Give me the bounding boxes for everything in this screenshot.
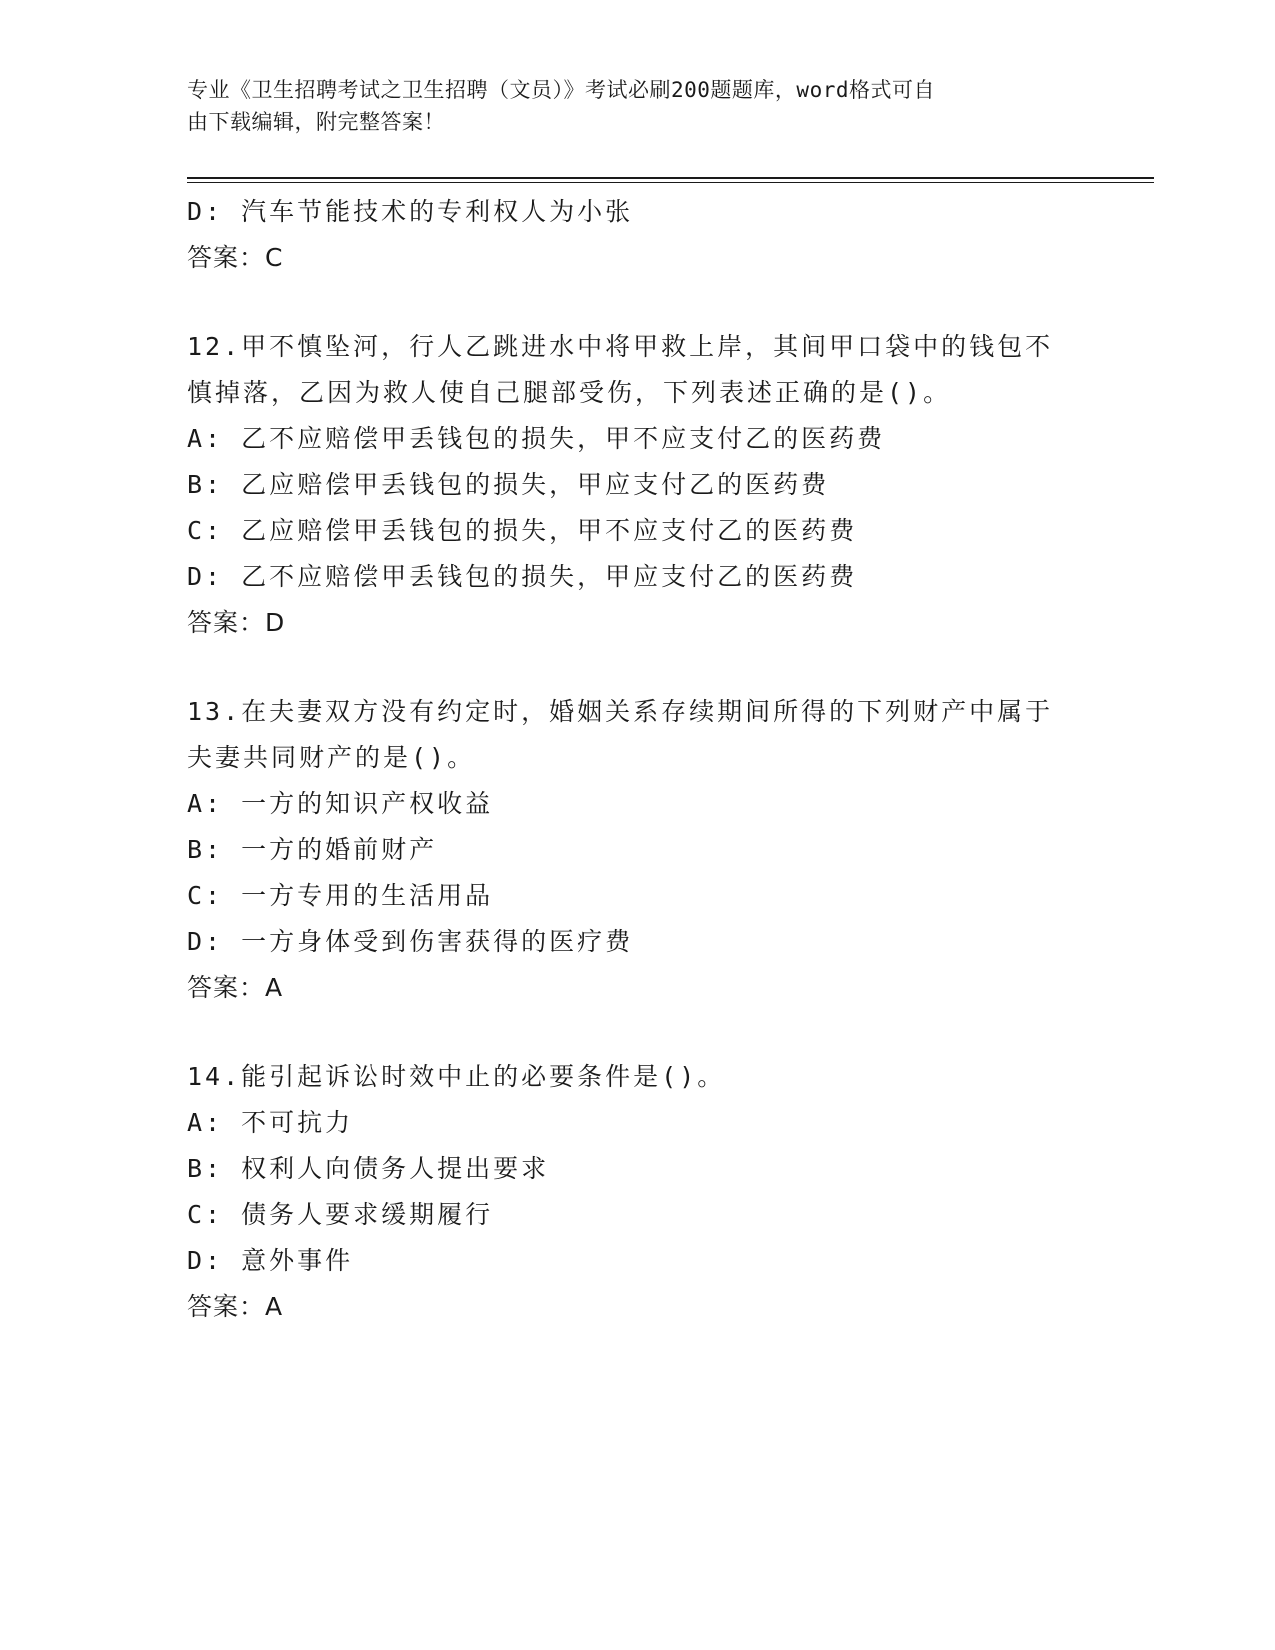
header-line-1: 专业《卫生招聘考试之卫生招聘（文员）》考试必刷200题题库，word格式可自 [187,78,935,102]
answer-line: 答案：A [187,973,284,1002]
previous-question-tail [187,189,1087,281]
question-stem-continued: 慎掉落，乙因为救人使自己腿部受伤，下列表述正确的是()。 [187,378,952,407]
option-c: C: 乙应赔偿甲丢钱包的损失，甲不应支付乙的医药费 [187,516,858,545]
option-a: A: 不可抗力 [187,1108,354,1137]
question-stem-continued: 夫妻共同财产的是()。 [187,743,476,772]
option-d: D: 乙不应赔偿甲丢钱包的损失，甲应支付乙的医药费 [187,562,858,591]
spacer [187,281,1087,324]
question-list [187,189,1087,1330]
option-d: D: 汽车节能技术的专利权人为小张 [187,197,634,226]
option-a: A: 乙不应赔偿甲丢钱包的损失，甲不应支付乙的医药费 [187,424,886,453]
question-stem: 12.甲不慎坠河，行人乙跳进水中将甲救上岸，其间甲口袋中的钱包不 [187,332,1054,361]
header-divider-thick [187,177,1154,179]
spacer [187,646,1087,689]
header-line-2: 由下载编辑，附完整答案！ [187,110,445,134]
document-header [187,74,1067,138]
header-divider-thin [187,182,1154,183]
option-d: D: 意外事件 [187,1246,354,1275]
question-14 [187,1054,1087,1330]
option-b: B: 权利人向债务人提出要求 [187,1154,550,1183]
question-stem: 13.在夫妻双方没有约定时，婚姻关系存续期间所得的下列财产中属于 [187,697,1054,726]
question-13 [187,689,1087,1011]
question-stem: 14.能引起诉讼时效中止的必要条件是()。 [187,1062,726,1091]
spacer [187,1011,1087,1054]
option-c: C: 债务人要求缓期履行 [187,1200,494,1229]
option-b: B: 乙应赔偿甲丢钱包的损失，甲应支付乙的医药费 [187,470,830,499]
option-b: B: 一方的婚前财产 [187,835,438,864]
option-d: D: 一方身体受到伤害获得的医疗费 [187,927,634,956]
answer-line: 答案：A [187,1292,284,1321]
option-c: C: 一方专用的生活用品 [187,881,494,910]
answer-line: 答案：C [187,243,284,272]
option-a: A: 一方的知识产权收益 [187,789,494,818]
question-12 [187,324,1087,646]
answer-line: 答案：D [187,608,286,637]
